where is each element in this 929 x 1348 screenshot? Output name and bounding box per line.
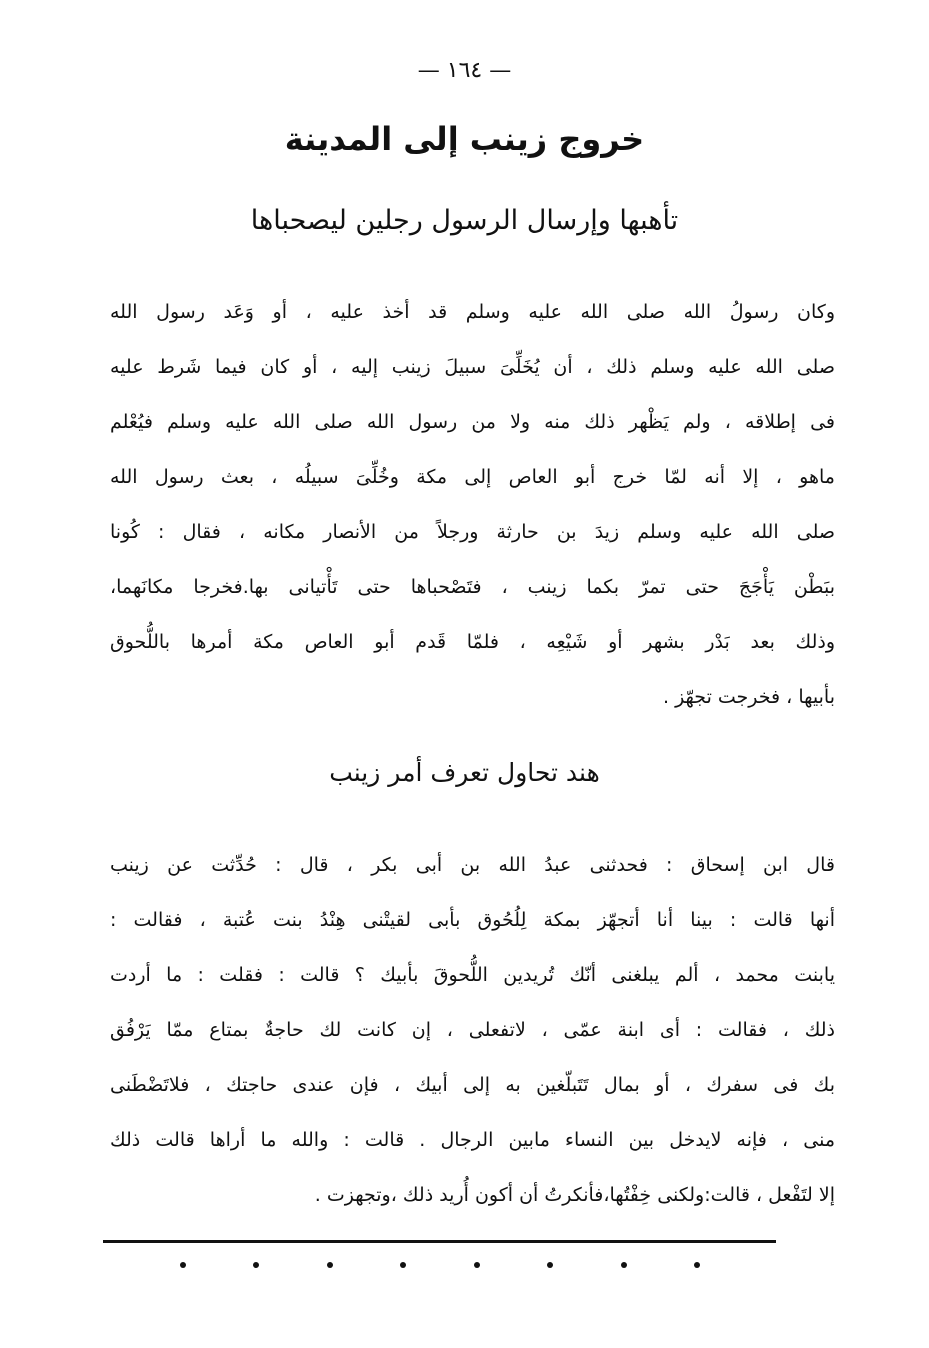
footer-rule: [103, 1240, 776, 1243]
paragraph-1: [110, 285, 835, 725]
text-line: بك فى سفرك ، أو بمال تَتَبلّغين به إلى أبيك ، فإن عندى حاجتك ، فلاتَضْطَنى: [110, 1074, 835, 1096]
dot-ornament: [253, 1262, 259, 1268]
text-line: وذلك بعد بَدْر بشهر أو شَيْعِه ، فلمّا قَدم أبو العاص مكة أمرها باللُّحوق: [110, 631, 835, 653]
dot-ornament: [327, 1262, 333, 1268]
text-line: ماهو ، إلا أنه لمّا خرج أبو العاص إلى مكة وخُلِّىَ سبيلُه ، بعث رسول الله: [110, 466, 835, 488]
text-line: بأبيها ، فخرجت تجهّز .: [662, 686, 835, 708]
section-heading-2: هند تحاول تعرف أمر زينب: [329, 758, 600, 787]
paragraph-2: [110, 838, 835, 1223]
text-line: وكان رسولُ الله صلى الله عليه وسلم قد أخذ عليه ، أو وَعَد رسول الله: [110, 301, 835, 323]
dot-ornament: [694, 1262, 700, 1268]
text-line: صلى الله عليه وسلم ذلك ، أن يُخَلِّىَ سبيلَ زينب إليه ، أو كان فيما شَرط عليه: [110, 356, 835, 378]
dot-ornament: [400, 1262, 406, 1268]
text-line: قال ابن إسحاق : فحدثنى عبدُ الله بن أبى بكر ، قال : حُدِّثت عن زينب: [110, 854, 835, 876]
text-line: صلى الله عليه وسلم زيدَ بن حارثة ورجلاً من الأنصار مكانه ، فقال : كُونا: [110, 521, 835, 543]
text-line: منى ، فإنه لايدخل بين النساء مابين الرجال . قالت : والله ما أراها قالت ذلك: [110, 1129, 835, 1151]
dot-ornament: [547, 1262, 553, 1268]
dot-ornament: [180, 1262, 186, 1268]
text-line: فى إطلاقه ، ولم يَظْهر ذلك منه ولا من رسول الله صلى الله عليه وسلم فيُعْلم: [110, 411, 835, 433]
footnote-dots: [180, 1262, 700, 1268]
dot-ornament: [621, 1262, 627, 1268]
chapter-title: خروج زينب إلى المدينة: [284, 120, 645, 158]
section-heading-1: تأهبها وإرسال الرسول رجلين ليصحباها: [250, 205, 679, 236]
text-line: ببَطْن يَأْجَجَ حتى تمرّ بكما زينب ، فتَصْحباها حتى تَأْتيانى بها.فخرجا مكانَهما،: [110, 576, 835, 598]
text-line: يابنت محمد ، ألم يبلغنى أنّك تُريدين اللُّحوقَ بأبيك ؟ قالت : فقلت : ما أردت: [110, 964, 835, 986]
text-line: أنها قالت : بينا أنا أتجهّز بمكة لِلُحُوق بأبى لقيتْنى هِنْدُ بنت عُتبة ، فقالت :: [110, 909, 835, 931]
dot-ornament: [474, 1262, 480, 1268]
page-number: — ١٦٤ —: [417, 58, 512, 83]
text-line: إلا لتَفْعل ، قالت:ولكنى خِفْتُها،فأنكرتُ أن أكون أُريد ذلك ،وتجهزت .: [314, 1184, 835, 1206]
text-line: ذلك ، فقالت : أى ابنة عمّى ، لاتفعلى ، إن كانت لك حاجةٌ بمتاع ممّا يَرْفُق: [110, 1019, 835, 1041]
